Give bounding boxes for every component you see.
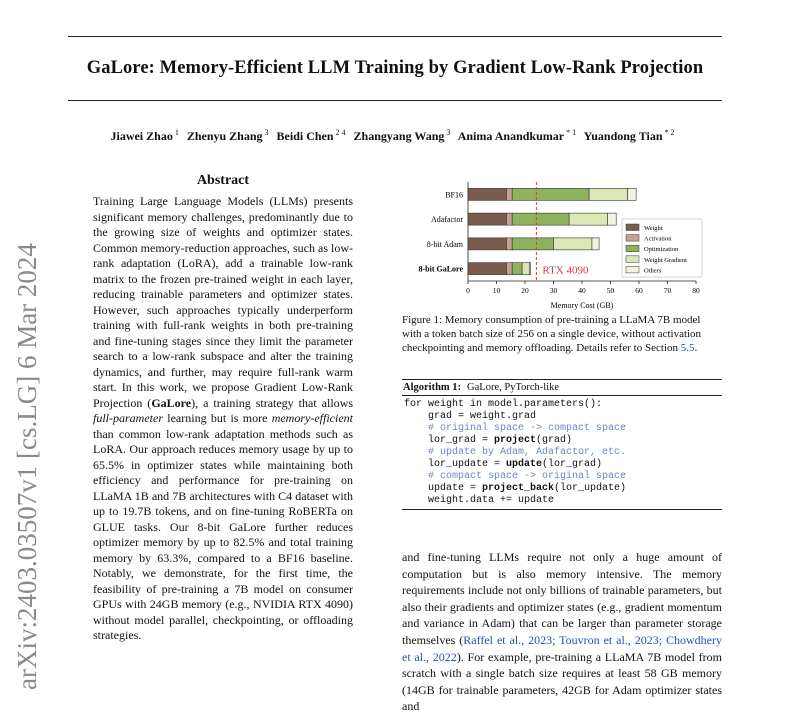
bar-segment bbox=[554, 238, 592, 250]
author-name: Zhangyang Wang bbox=[353, 129, 445, 143]
citation-link[interactable]: Raffel et al., 2023; Touvron et al., 2023; Chowdhery et al., 2022 bbox=[402, 632, 722, 664]
bar-segment bbox=[592, 238, 599, 250]
author-affiliation: 3 bbox=[264, 128, 269, 137]
bar-segment bbox=[608, 213, 617, 225]
legend-label: Optimization bbox=[644, 246, 679, 254]
bar-segment bbox=[468, 188, 506, 200]
legend-label: Weight bbox=[644, 225, 663, 232]
author-affiliation: 3 bbox=[446, 128, 451, 137]
algorithm-header bbox=[402, 379, 722, 396]
legend-label: Activation bbox=[644, 235, 672, 243]
author-name: Beidi Chen bbox=[276, 129, 334, 143]
legend-swatch bbox=[626, 256, 639, 262]
bar-segment bbox=[506, 188, 512, 200]
x-tick-label: 30 bbox=[549, 286, 558, 295]
abstract-segment: Training Large Language Models (LLMs) presents significant memory challenges, predominantly due to the growing size of weights and optimizer states. Common memory-reduction approaches, such as low-rank adaptation (LoRA), add a trainable low-rank matrix to the frozen pre-trained weight in each layer, reducing trainable parameters and optimizer states. However, such approaches typically underperform training with full-rank weights in both pre-training and fine-tuning stages since they limit the parameter search to a low-rank subspace and alter the training dynamics, and further, may require full-rank warm start. In this work, we propose Gradient Low-Rank Projection ( bbox=[93, 194, 353, 410]
bar-segment bbox=[506, 238, 512, 250]
author-affiliation: * 1 bbox=[566, 128, 577, 137]
x-axis-label: Memory Cost (GB) bbox=[550, 301, 614, 310]
algorithm-label: Algorithm 1: bbox=[403, 382, 462, 393]
author-name: Zhenyu Zhang bbox=[186, 129, 263, 143]
threshold-label: RTX 4090 bbox=[542, 264, 589, 277]
code-line: lor_grad = project(grad) bbox=[404, 435, 573, 446]
author-list bbox=[60, 128, 730, 144]
category-label: Adafactor bbox=[431, 215, 463, 225]
bar-segment bbox=[512, 188, 589, 200]
bar-segment bbox=[529, 263, 530, 275]
figure-caption-text: Memory consumption of pre-training a LLaMA 7B model with a token batch size of 256 on a single device, without activation checkpointing and memory offloading. Details refer to Section bbox=[402, 314, 702, 354]
author-affiliation: 2 4 bbox=[335, 128, 346, 137]
top-rule bbox=[68, 36, 722, 37]
bar-segment bbox=[628, 188, 637, 200]
algorithm-box bbox=[402, 379, 722, 510]
x-tick-label: 0 bbox=[466, 286, 470, 295]
author-name: Anima Anandkumar bbox=[457, 129, 565, 143]
bar-segment bbox=[522, 263, 529, 275]
legend-label: Others bbox=[644, 267, 662, 275]
body-paragraph bbox=[402, 549, 722, 715]
x-tick-label: 50 bbox=[606, 286, 615, 295]
body-text: ). For example, pre-training a LLaMA 7B model from scratch with a single batch size requires at least 58 GB memory (14GB for trainable parameters, 42GB for Adam optimizer states and bbox=[402, 649, 723, 714]
paper-title: GaLore: Memory-Efficient LLM Training by Gradient Low-Rank Projection bbox=[86, 58, 704, 78]
bar-segment bbox=[506, 213, 512, 225]
code-line: lor_update = update(lor_grad) bbox=[404, 459, 603, 470]
abstract-segment: ), a training strategy that allows bbox=[191, 395, 353, 410]
bar-segment bbox=[468, 263, 506, 275]
x-tick-label: 80 bbox=[692, 286, 700, 295]
bar-segment bbox=[506, 263, 512, 275]
category-label: 8-bit GaLore bbox=[418, 264, 463, 274]
author-affiliation: * 2 bbox=[664, 128, 675, 137]
legend-swatch bbox=[626, 266, 639, 273]
category-label: 8-bit Adam bbox=[426, 239, 463, 249]
figure-caption bbox=[402, 313, 722, 355]
code-comment: # original space -> compact space bbox=[404, 423, 627, 434]
bar-segment bbox=[468, 238, 506, 250]
code-line: weight.data += update bbox=[404, 495, 555, 506]
bar-segment bbox=[512, 263, 522, 275]
bar-segment bbox=[512, 238, 553, 250]
author-name: Jiawei Zhao bbox=[110, 129, 173, 143]
body-text: and fine-tuning LLMs require not only a huge amount of computation but is also memory intensive. The memory requirements include not only billions of trainable parameters, but also their gradients and optimizer states (e.g., gradient momentum and variance in Adam) that can be larger than parameter storage themselves ( bbox=[402, 550, 722, 647]
algorithm-code bbox=[402, 396, 722, 510]
abstract-emphasis: full-parameter bbox=[93, 411, 163, 425]
code-line: for weight in model.parameters(): bbox=[404, 399, 603, 410]
code-comment: # update by Adam, Adafactor, etc. bbox=[404, 447, 627, 458]
x-tick-label: 70 bbox=[663, 286, 672, 295]
legend-label: Weight Gradient bbox=[644, 256, 687, 264]
code-comment: # compact space -> original space bbox=[404, 471, 627, 482]
abstract-text bbox=[93, 194, 353, 644]
abstract-heading: Abstract bbox=[196, 173, 250, 188]
author-name: Yuandong Tian bbox=[583, 129, 663, 143]
x-tick-label: 10 bbox=[492, 286, 501, 295]
x-tick-label: 20 bbox=[521, 286, 529, 295]
abstract-emphasis: memory-efficient bbox=[271, 411, 353, 425]
abstract-segment: learning but is more bbox=[163, 411, 272, 425]
algorithm-title: GaLore, PyTorch-like bbox=[467, 382, 560, 393]
memory-cost-chart bbox=[402, 178, 722, 311]
x-tick-label: 60 bbox=[635, 286, 643, 295]
legend-swatch bbox=[626, 224, 639, 231]
author-affiliation: 1 bbox=[174, 128, 179, 137]
figure-label: Figure 1: bbox=[402, 314, 443, 326]
section-link[interactable]: 5.5 bbox=[680, 342, 695, 354]
code-line: update = project_back(lor_update) bbox=[404, 483, 627, 494]
figure-caption-end: . bbox=[694, 342, 698, 354]
bar-segment bbox=[512, 213, 569, 225]
legend-swatch bbox=[626, 245, 639, 252]
category-label: BF16 bbox=[445, 190, 463, 200]
bar-segment bbox=[468, 213, 506, 225]
legend-swatch bbox=[626, 235, 639, 242]
bar-segment bbox=[569, 213, 607, 225]
arxiv-identifier: arXiv:2403.03507v1 [cs.LG] 6 Mar 2024 bbox=[12, 243, 42, 690]
abstract-segment: than common low-rank adaptation methods such as LoRA. Our approach reduces memory usage by up to 65.5% in optimizer states while maintaining both efficiency and performance for pre-training on LLaMA 1B and 7B architectures with C4 dataset with up to 19.7B tokens, and on fine-tuning RoBERTa on GLUE tasks. Our 8-bit GaLore further reduces optimizer memory by up to 82.5% and total training memory by 63.3%, compared to a BF16 baseline. Notably, we demonstrate, for the first time, the feasibility of pre-training a 7B model on consumer GPUs with 24GB memory (e.g., NVIDIA RTX 4090) without model parallel, checkpointing, or offloading strategies. bbox=[93, 426, 353, 642]
abstract-galore-term: GaLore bbox=[151, 395, 192, 410]
x-tick-label: 40 bbox=[578, 286, 586, 295]
bar-segment bbox=[589, 188, 627, 200]
code-line: grad = weight.grad bbox=[404, 411, 537, 422]
title-rule bbox=[68, 100, 722, 101]
